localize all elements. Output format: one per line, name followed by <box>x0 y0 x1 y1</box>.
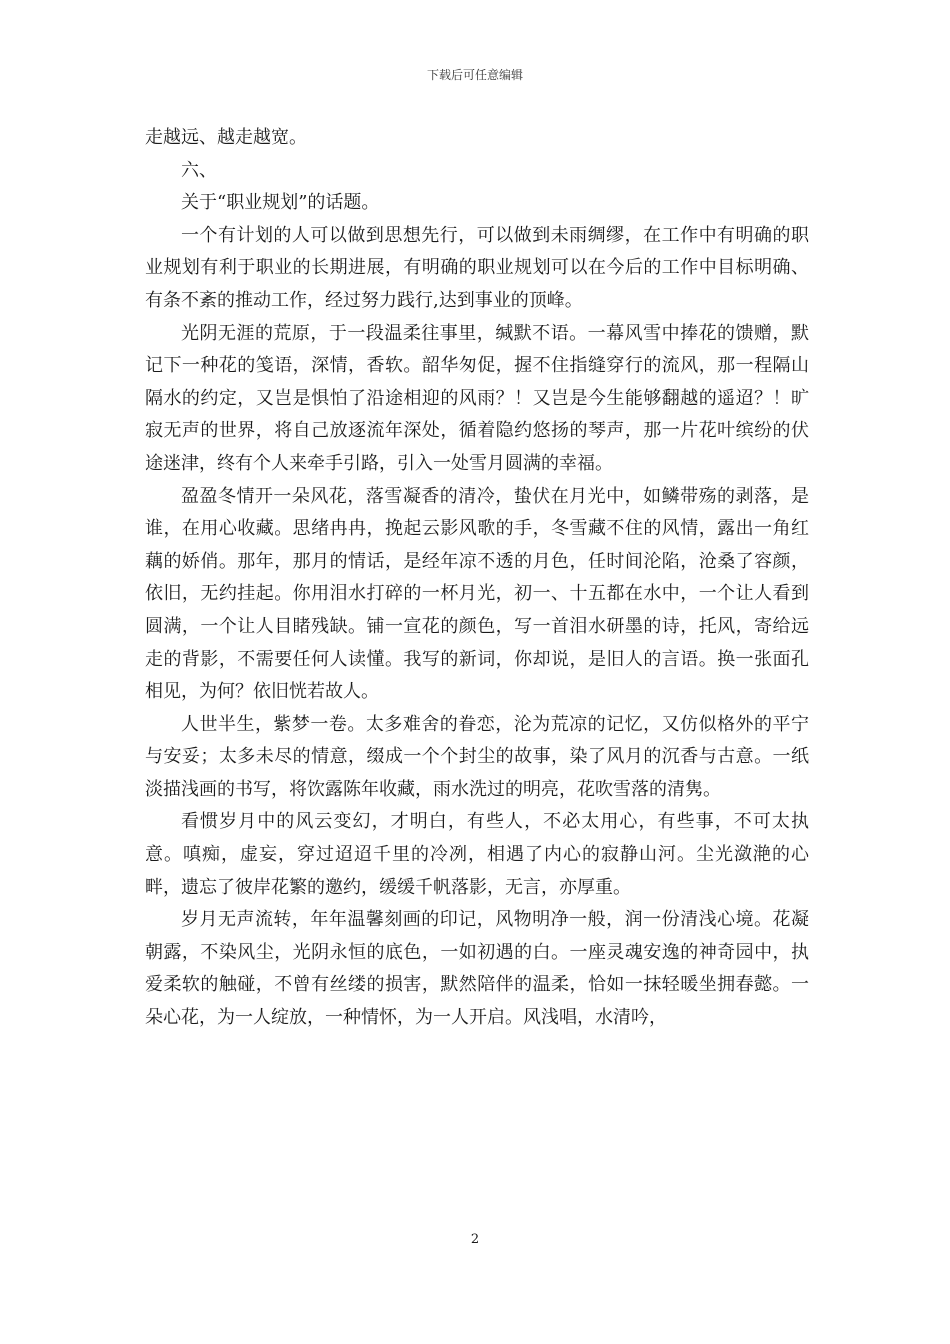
paragraph-3: 关于“职业规划”的话题。 <box>181 192 380 214</box>
paragraph-2: 六、 <box>181 159 217 181</box>
paragraph-5: 光阴无涯的荒原，于一段温柔往事里，缄默不语。一幕风雪中捧花的馈赠，默记下一种花的笺语，深情，香软。韶华匆促，握不住指缝穿行的流风，那一程隔山隔水的约定，又岂是惧怕了沿途相迎的风雨？！又岂是今生能够翻越的遥迢？！旷寂无声的世界，将自己放逐流年深处，循着隐约悠扬的琴声，那一片花叶缤纷的伏途迷津，终有个人来牵手引路，引入一处雪月圆满的幸福。 <box>145 322 809 474</box>
paragraph-6: 盈盈冬情开一朵风花，落雪凝香的清冷，蛰伏在月光中，如鳞带殇的剥落，是谁，在用心收藏。思绪冉冉，挽起云影风歌的手，冬雪藏不住的风情，露出一角红藕的娇俏。那年，那月的情话，是经年凉不透的月色，任时间沦陷，沧桑了容颜，依旧，无约挂起。你用泪水打碎的一杯月光，初一、十五都在水中，一个让人看到圆满，一个让人目睹残缺。铺一宣花的颜色，写一首泪水研墨的诗，托风，寄给远走的背影，不需要任何人读懂。我写的新词，你却说，是旧人的言语。换一张面孔相见，为何？依旧恍若故人。 <box>145 485 809 703</box>
paragraph-9: 岁月无声流转，年年温馨刻画的印记，风物明净一般，润一份清浅心境。花凝朝露，不染风尘，光阴永恒的底色，一如初遇的白。一座灵魂安逸的神奇园中，执爱柔软的触碰，不曾有丝缕的损害，默然陪伴的温柔，恰如一抹轻暖坐拥春懿。一朵心花，为一人绽放，一种情怀，为一人开启。风浅唱，水清吟， <box>145 909 809 1029</box>
page-header: 下载后可任意编辑 <box>426 68 523 82</box>
document-body <box>145 122 809 1035</box>
paragraph-7: 人世半生，紫梦一卷。太多难舍的眷恋，沦为荒凉的记忆，又仿似格外的平宁与安妥；太多未尽的情意，缀成一个个封尘的故事，染了风月的沉香与古意。一纸淡描浅画的书写，将饮露陈年收藏，雨水洗过的明亮，花吹雪落的清隽。 <box>145 713 809 800</box>
paragraph-1: 走越远、越走越宽。 <box>145 127 307 148</box>
page-number: 2 <box>470 1232 480 1247</box>
paragraph-4: 一个有计划的人可以做到思想先行，可以做到未雨绸缪，在工作中有明确的职业规划有利于职业的长期进展，有明确的职业规划可以在今后的工作中目标明确、有条不紊的推动工作，经过努力践行,达到事业的顶峰。 <box>145 224 809 311</box>
paragraph-8: 看惯岁月中的风云变幻，才明白，有些人，不必太用心，有些事，不可太执意。嗔痴，虚妄，穿过迢迢千里的冷冽，相遇了内心的寂静山河。尘光潋滟的心畔，遗忘了彼岸花繁的邀约，缓缓千帆落影，无言，亦厚重。 <box>145 811 809 898</box>
